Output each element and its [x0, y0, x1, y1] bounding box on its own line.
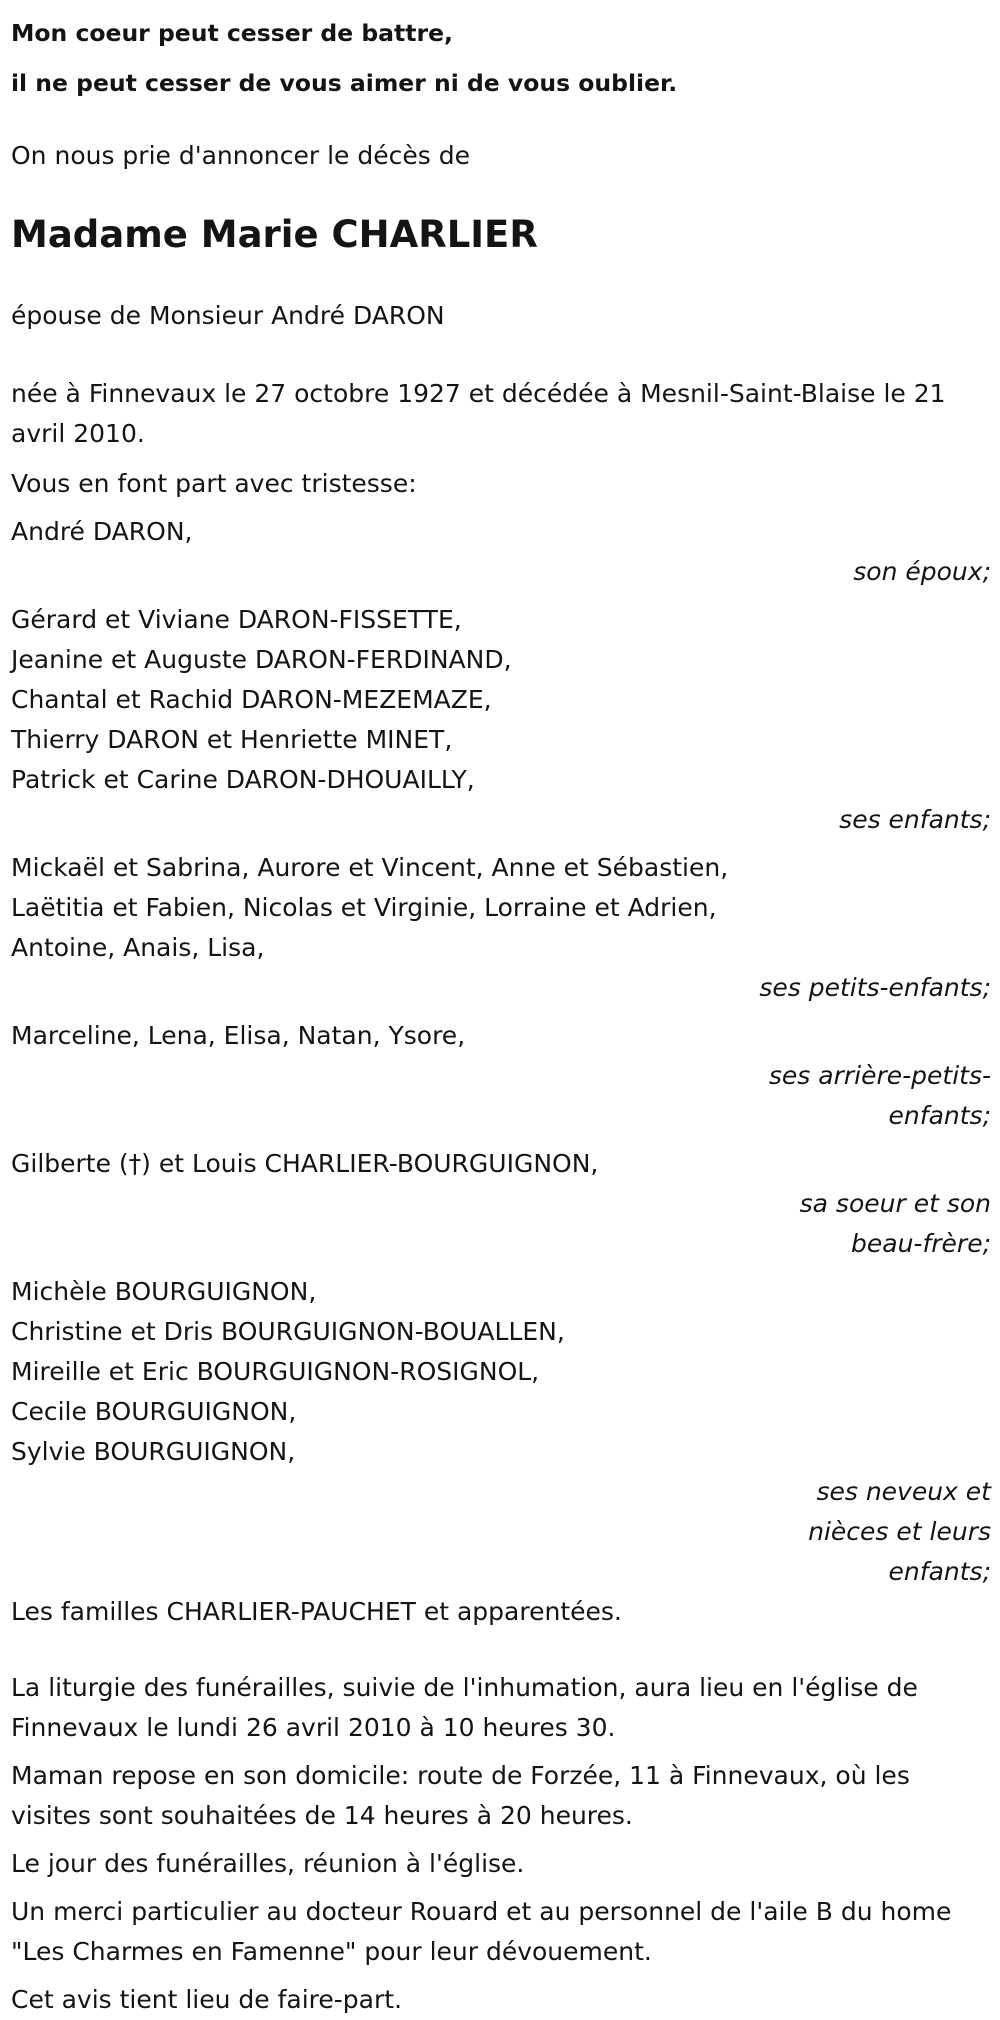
notice-text: Cet avis tient lieu de faire-part.	[11, 1985, 403, 2014]
family-group-great-grandchildren	[11, 1016, 991, 1136]
family-name-line: Antoine, Anais, Lisa,	[11, 933, 265, 962]
spouse-line: épouse de Monsieur André DARON	[11, 301, 445, 330]
family-name-line: Chantal et Rachid DARON-MEZEMAZE,	[11, 685, 492, 714]
epigraph-line-2: il ne peut cesser de vous aimer ni de vous oublier.	[11, 69, 678, 97]
family-name-line: Jeanine et Auguste DARON-FERDINAND,	[11, 645, 512, 674]
family-name-line: Marceline, Lena, Elisa, Natan, Ysore,	[11, 1021, 466, 1050]
family-name-line: Gérard et Viviane DARON-FISSETTE,	[11, 605, 462, 634]
thanks-text: Un merci particulier au docteur Rouard et au personnel de l'aile B du home "Les Charmes en Famenne" pour leur dévouement.	[11, 1897, 952, 1966]
intro-text: On nous prie d'annoncer le décès de	[11, 141, 470, 170]
family-group-children	[11, 600, 991, 840]
family-name-line: Cecile BOURGUIGNON,	[11, 1397, 297, 1426]
home-visit-text: Maman repose en son domicile: route de Forzée, 11 à Finnevaux, où les visites sont souhaitées de 14 heures à 20 heures.	[11, 1761, 910, 1830]
family-relation: son époux;	[853, 557, 991, 586]
family-names	[11, 1144, 991, 1184]
family-names	[11, 600, 991, 800]
family-name-line: Gilberte (†) et Louis CHARLIER-BOURGUIGNON,	[11, 1149, 599, 1178]
obituary-notice	[11, 8, 991, 2020]
family-name-line: Mireille et Eric BOURGUIGNON-ROSIGNOL,	[11, 1357, 540, 1386]
family-relation: sa soeur et son beau-frère;	[799, 1189, 991, 1258]
funeral-text: La liturgie des funérailles, suivie de l'inhumation, aura lieu en l'église de Finnevaux le lundi 26 avril 2010 à 10 heures 30.	[11, 1673, 918, 1742]
family-group-nephews-nieces	[11, 1272, 991, 1592]
family-name-line: Christine et Dris BOURGUIGNON-BOUALLEN,	[11, 1317, 565, 1346]
family-relation: ses enfants;	[839, 805, 991, 834]
family-relation: ses arrière-petits-enfants;	[768, 1061, 991, 1130]
families-text: Les familles CHARLIER-PAUCHET et apparentées.	[11, 1597, 622, 1626]
family-names	[11, 1016, 991, 1056]
family-names	[11, 512, 991, 552]
family-name-line: Laëtitia et Fabien, Nicolas et Virginie, Lorraine et Adrien,	[11, 893, 717, 922]
meeting-text: Le jour des funérailles, réunion à l'église.	[11, 1849, 525, 1878]
epigraph-line-1: Mon coeur peut cesser de battre,	[11, 19, 453, 47]
family-name-line: Thierry DARON et Henriette MINET,	[11, 725, 453, 754]
family-name-line: Sylvie BOURGUIGNON,	[11, 1437, 296, 1466]
family-names	[11, 848, 991, 968]
family-name-line: André DARON,	[11, 517, 193, 546]
family-name-line: Michèle BOURGUIGNON,	[11, 1277, 317, 1306]
family-name-line: Patrick et Carine DARON-DHOUAILLY,	[11, 765, 475, 794]
family-relation: ses petits-enfants;	[759, 973, 991, 1002]
announce-text: Vous en font part avec tristesse:	[11, 469, 417, 498]
deceased-name: Madame Marie CHARLIER	[11, 213, 538, 256]
family-group-spouse	[11, 512, 991, 592]
family-group-siblings	[11, 1144, 991, 1264]
family-name-line: Mickaël et Sabrina, Aurore et Vincent, Anne et Sébastien,	[11, 853, 729, 882]
birth-death-text: née à Finnevaux le 27 octobre 1927 et décédée à Mesnil-Saint-Blaise le 21 avril 2010.	[11, 379, 946, 448]
family-group-grandchildren	[11, 848, 991, 1008]
family-relation: ses neveux et nièces et leurs enfants;	[808, 1477, 991, 1586]
epigraph	[11, 8, 991, 108]
family-names	[11, 1272, 991, 1472]
